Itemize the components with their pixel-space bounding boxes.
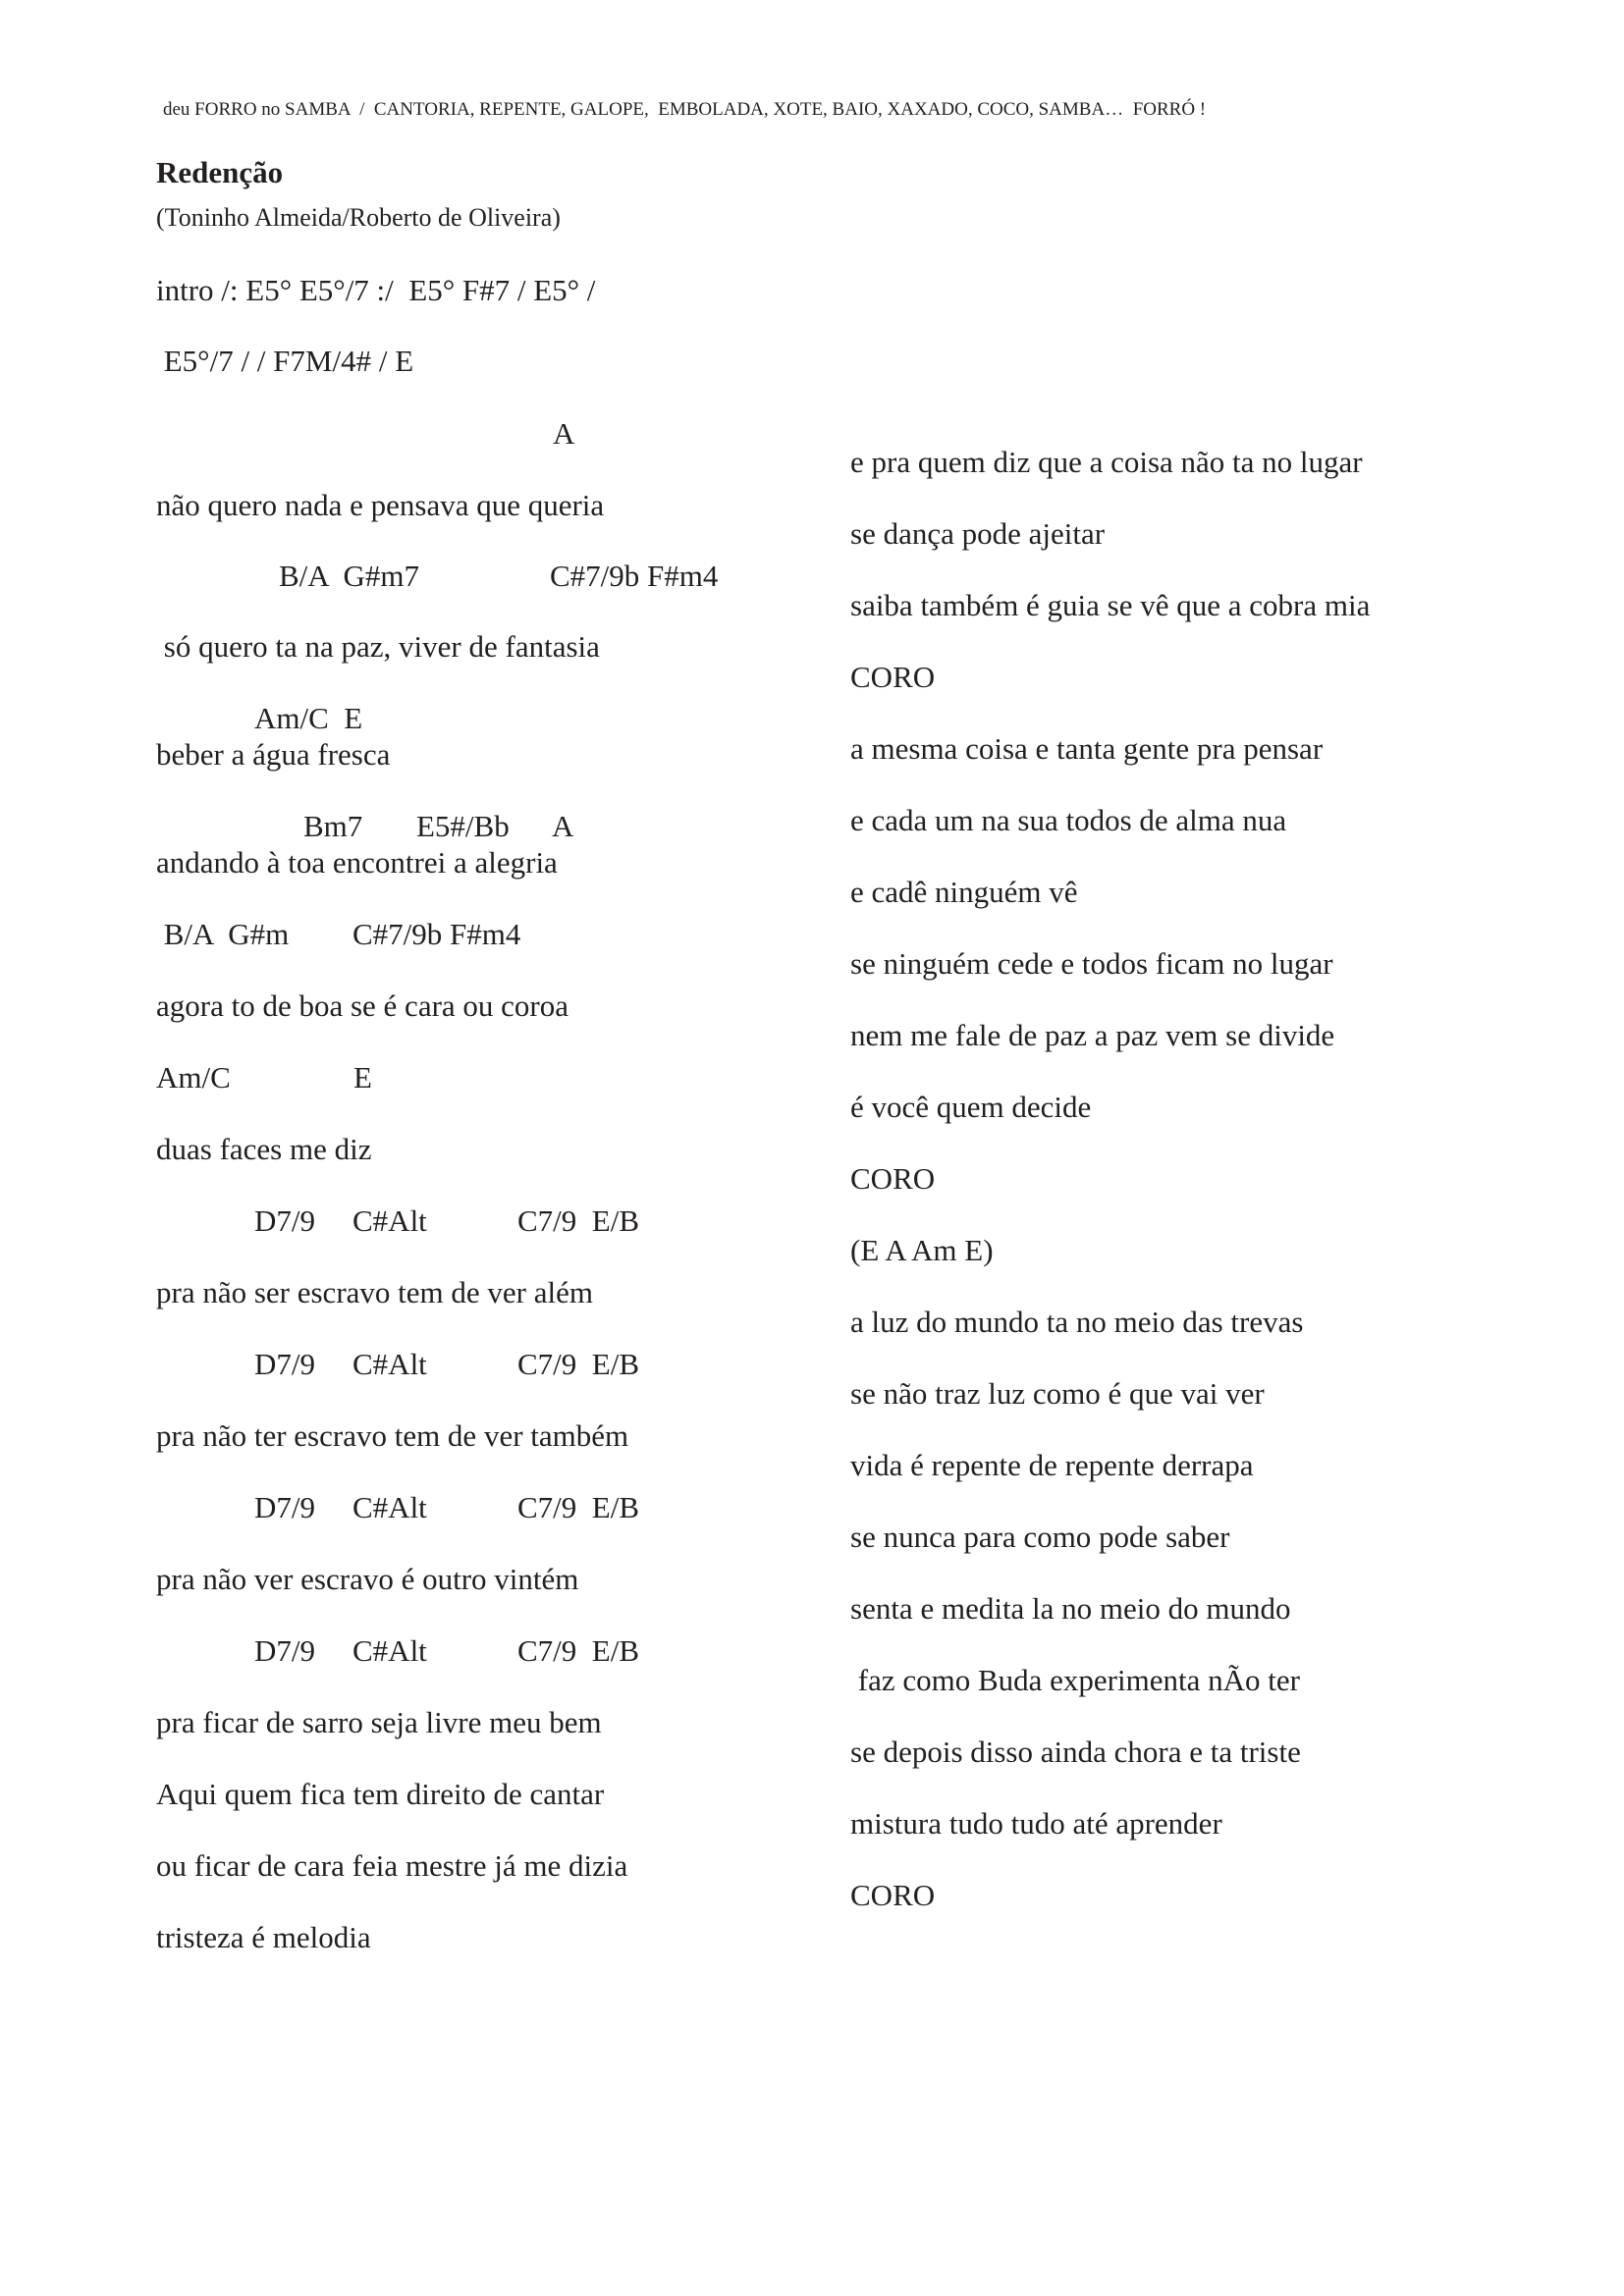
lyric-line: beber a água fresca [156,737,391,772]
song-authors: (Toninho Almeida/Roberto de Oliveira) [156,203,561,232]
chord-line: C7/9 E/B [517,1203,640,1238]
chord-line: C7/9 E/B [517,1633,640,1668]
chord-line: C#Alt [352,1490,427,1524]
lyric-line: senta e medita la no meio do mundo [850,1591,1291,1626]
chord-line: B/A G#m7 [279,559,419,593]
chord-line: A [552,809,574,843]
lyric-line: só quero ta na paz, viver de fantasia [156,629,600,664]
lyric-line: nem me fale de paz a paz vem se divide [850,1018,1335,1052]
intro-line: intro /: E5° E5°/7 :/ E5° F#7 / E5° / [156,273,596,307]
chord-line: D7/9 [254,1203,315,1238]
lyric-line: saiba também é guia se vê que a cobra mia [850,588,1371,622]
lyric-line: andando à toa encontrei a alegria [156,845,558,880]
chorus-marker: CORO [850,1161,936,1196]
intro-line: E5°/7 / / F7M/4# / E [156,344,414,378]
chord-line: D7/9 [254,1633,315,1668]
chord-line: Am/C [156,1060,231,1095]
chorus-marker: CORO [850,660,936,694]
chord-line: Am/C E [254,701,363,735]
lyric-line: e pra quem diz que a coisa não ta no lugar [850,445,1363,479]
lyric-line: pra não ter escravo tem de ver também [156,1418,629,1453]
chord-line: C#7/9b F#m4 [550,559,719,593]
chord-line: E [353,1060,372,1095]
lyric-line: pra não ser escravo tem de ver além [156,1275,593,1309]
chord-line: C#Alt [352,1347,427,1381]
lyric-line: pra ficar de sarro seja livre meu bem [156,1705,602,1739]
lyric-line: agora to de boa se é cara ou coroa [156,988,568,1023]
chord-line: D7/9 [254,1490,315,1524]
lyric-line: se não traz luz como é que vai ver [850,1376,1265,1411]
chord-line: C7/9 E/B [517,1347,640,1381]
chord-line: C7/9 E/B [517,1490,640,1524]
chord-line: C#Alt [352,1633,427,1668]
lyric-line: a luz do mundo ta no meio das trevas [850,1305,1304,1339]
lyric-line: mistura tudo tudo até aprender [850,1806,1222,1841]
lyric-line: a mesma coisa e tanta gente pra pensar [850,731,1324,766]
chord-line: A [553,416,575,451]
lyric-line: pra não ver escravo é outro vintém [156,1562,579,1596]
lyric-line: duas faces me diz [156,1132,372,1166]
lyric-line: e cadê ninguém vê [850,875,1078,909]
lyric-line: e cada um na sua todos de alma nua [850,803,1287,837]
lyric-line: se ninguém cede e todos ficam no lugar [850,946,1333,981]
lyric-line: ou ficar de cara feia mestre já me dizia [156,1848,628,1883]
running-header: deu FORRO no SAMBA / CANTORIA, REPENTE, GALOPE, EMBOLADA, XOTE, BAIO, XAXADO, COCO, SAMBA… FORRÓ ! [163,99,1207,120]
chord-line: C#7/9b F#m4 [352,917,521,951]
chord-line: D7/9 [254,1347,315,1381]
lyric-line: é você quem decide [850,1090,1092,1124]
lyric-line: não quero nada e pensava que queria [156,488,605,522]
lyric-line: vida é repente de repente derrapa [850,1448,1254,1482]
song-title: Redenção [156,155,284,189]
chord-line: E5#/Bb [416,809,510,843]
lyric-line: se depois disso ainda chora e ta triste [850,1735,1301,1769]
chord-line: (E A Am E) [850,1233,994,1267]
chord-line: Bm7 [303,809,363,843]
chord-line: B/A G#m [156,917,290,951]
lyric-line: tristeza é melodia [156,1920,371,1954]
lyric-line: Aqui quem fica tem direito de cantar [156,1777,605,1811]
chord-line: C#Alt [352,1203,427,1238]
chorus-marker: CORO [850,1878,936,1912]
lyric-line: faz como Buda experimenta nÃo ter [850,1663,1300,1697]
lyric-line: se dança pode ajeitar [850,516,1106,551]
lyric-line: se nunca para como pode saber [850,1520,1230,1554]
